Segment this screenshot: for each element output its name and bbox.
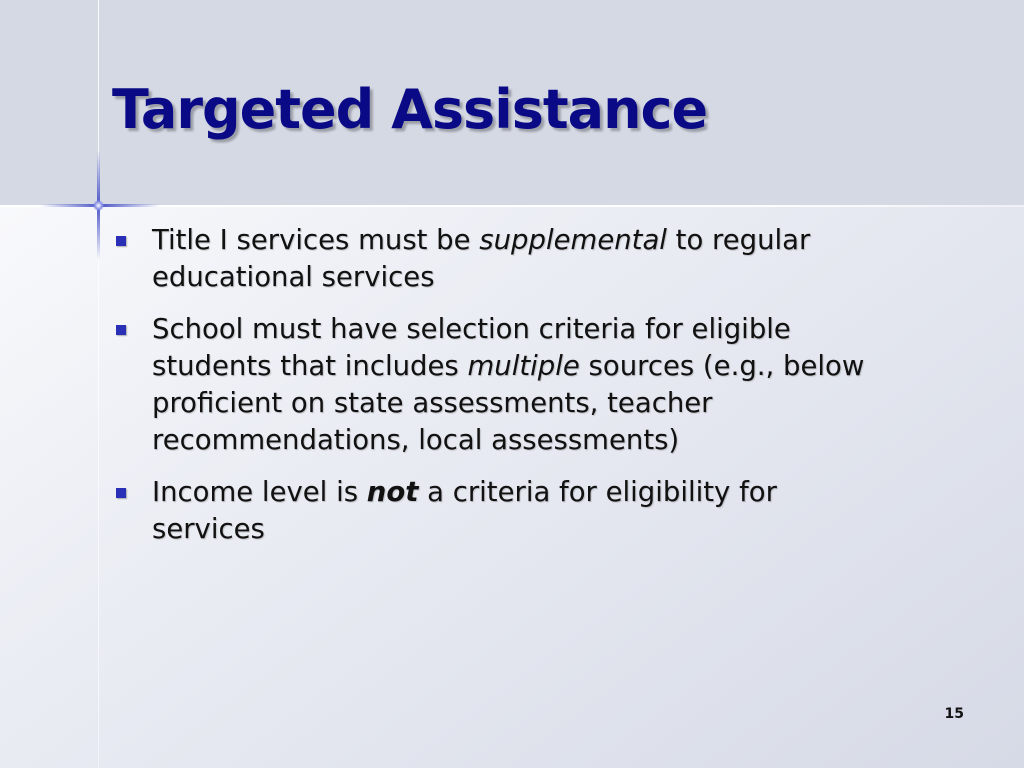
bullet-item-selection-criteria	[112, 311, 882, 459]
bullet-text-after: a criteria for eligibility for services	[152, 476, 777, 545]
bullet-text-before: Income level is	[152, 476, 367, 508]
bullet-emphasis: supplemental	[479, 224, 667, 256]
square-bullet-icon	[116, 325, 126, 335]
vertical-divider-line	[98, 0, 99, 768]
slide-title: Targeted Assistance	[112, 78, 708, 141]
bullet-text-after: to regular educational services	[152, 224, 811, 293]
bullet-text-after: sources (e.g., below proficient on state assessments, teacher recommendations, local assessments)	[152, 350, 865, 456]
bullet-emphasis: not	[366, 476, 419, 508]
square-bullet-icon	[116, 236, 126, 246]
page-number: 15	[944, 706, 964, 722]
bullet-text-before: Title I services must be	[152, 224, 480, 256]
bullet-item-income-level	[112, 474, 882, 548]
bullet-emphasis: multiple	[467, 350, 580, 382]
bullet-item-supplemental	[112, 222, 882, 296]
square-bullet-icon	[116, 488, 126, 498]
bullet-text-before: School must have selection criteria for eligible students that includes	[152, 313, 791, 382]
sparkle-decoration-core	[93, 200, 104, 211]
bullet-list	[112, 222, 882, 563]
